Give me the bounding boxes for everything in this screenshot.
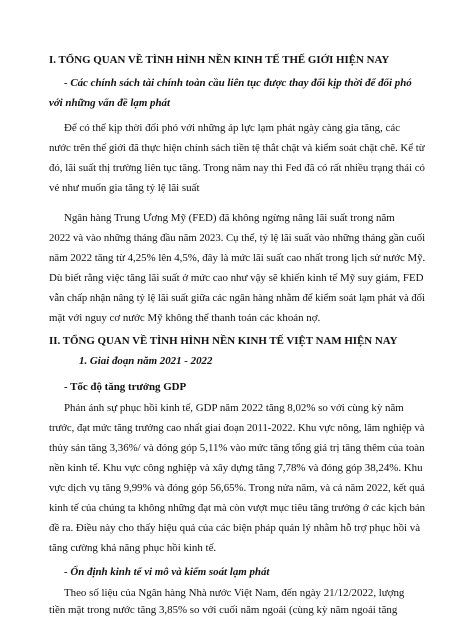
- section2-period-heading: 1. Giai đoạn năm 2021 - 2022: [79, 355, 213, 367]
- section2-heading: II. TỔNG QUAN VỀ TÌNH HÌNH NỀN KINH TẾ VIỆT NAM HIỆN NAY: [49, 335, 398, 347]
- para2-line: Ngân hàng Trung Ương Mỹ (FED) đã không ngừng nâng lãi suất trong năm: [64, 212, 395, 224]
- para2-line: vẫn chấp nhận nâng tỷ lệ lãi suất giữa các ngân hàng nhằm để kiểm soát lạm phát và đối: [49, 292, 425, 304]
- para4-line: tiền mặt trong nước tăng 3,85% so với cuối năm ngoái (cùng kỳ năm ngoái tăng: [49, 604, 398, 616]
- para1-line: Để có thể kịp thời đối phó với những áp lực lạm phát ngày càng gia tăng, các: [64, 122, 401, 134]
- section1-subheading-line1: - Các chính sách tài chính toàn cầu liên tục được thay đổi kịp thời để đối phó: [64, 77, 412, 89]
- para3-line: thủy sản tăng 3,36%/ và đóng góp 5,11% vào mức tăng tổng giá trị tăng thêm của toàn: [49, 442, 425, 454]
- para3-line: tăng cường khả năng phục hồi kinh tế.: [49, 542, 217, 554]
- para2-line: Dù biết rằng việc tăng lãi suất ở mức cao như vậy sẽ khiến kinh tế Mỹ suy giảm, FED: [49, 272, 424, 284]
- para4-line: Theo số liệu của Ngân hàng Nhà nước Việt Nam, đến ngày 21/12/2022, lượng: [64, 587, 405, 599]
- para3-line: trước, đạt mức tăng trưởng cao nhất giai đoạn 2011-2022. Khu vực nông, lâm nghiệp và: [49, 422, 425, 434]
- para1-line: nước trên thế giới đã thực hiện chính sách tiền tệ thắt chặt và kiểm soát chặt chẽ. Kể từ: [49, 142, 425, 154]
- stability-heading: - Ổn định kinh tế vi mô và kiểm soát lạm phát: [64, 566, 270, 578]
- para1-line: vẻ như muốn gia tăng tỷ lệ lãi suất: [49, 182, 200, 194]
- para3-line: Phản ánh sự phục hồi kinh tế, GDP năm 2022 tăng 8,02% so với cùng kỳ năm: [64, 402, 404, 414]
- para3-line: đề ra. Điều này cho thấy hiệu quả của các biện pháp quản lý nhằm hỗ trợ phục hồi và: [49, 522, 421, 534]
- para3-line: kinh tế của chúng ta không những đạt mà còn vượt mục tiêu tăng trưởng ở các kịch bản: [49, 502, 426, 514]
- section1-subheading-line2: với những vấn đề lạm phát: [49, 97, 170, 109]
- section1-heading: I. TỔNG QUAN VỀ TÌNH HÌNH NỀN KINH TẾ THẾ GIỚI HIỆN NAY: [49, 54, 390, 66]
- para2-line: 2022 và vào những tháng đầu năm 2023. Cụ thể, tỷ lệ lãi suất vào những tháng gần cuối: [49, 232, 426, 244]
- para3-line: vực dịch vụ tăng 9,99% và đóng góp 56,65%. Trong nửa năm, và cả năm 2022, kết quả: [49, 482, 425, 494]
- para2-line: mặt với nguy cơ nước Mỹ không thể thanh toán các khoản nợ.: [49, 312, 321, 324]
- para2-line: năm 2022 tăng từ 4,25% lên 4,5%, đây là mức lãi suất cao nhất trong lịch sử nước Mỹ.: [49, 252, 426, 264]
- gdp-heading: - Tốc độ tăng trưởng GDP: [64, 381, 187, 393]
- para3-line: nền kinh tế. Khu vực công nghiệp và xây dựng tăng 7,78% và đóng góp 38,24%. Khu: [49, 462, 423, 474]
- para1-line: đó, lãi suất thị trường liên tục tăng. Trong năm nay thì Fed đã có rất nhiều trạng thái có: [49, 162, 425, 174]
